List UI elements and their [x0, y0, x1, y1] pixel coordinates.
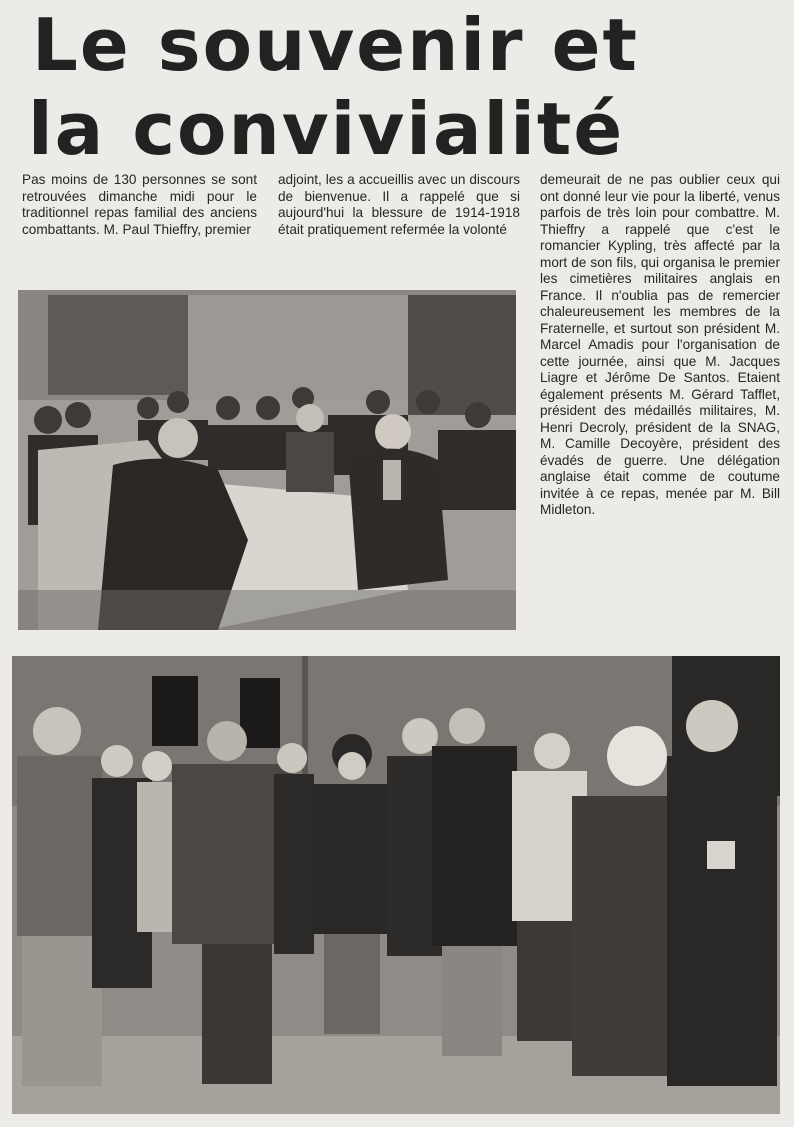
banquet-photo [18, 290, 516, 630]
article-column-2: adjoint, les a accueillis avec un discours de bienvenue. Il a rappelé que si aujourd'hui la blessure de 1914-1918 était pratiquement refermée la volonté [278, 172, 520, 237]
article-column-1: Pas moins de 130 personnes se sont retrouvées dimanche midi pour le traditionnel repas familial des anciens combattants. M. Paul Thieffry, premier [22, 172, 257, 237]
ceremony-group-photo-image [12, 656, 780, 1114]
ceremony-group-photo [12, 656, 780, 1114]
headline-line-1: Le souvenir et [32, 3, 639, 87]
banquet-photo-image [18, 290, 516, 630]
article-column-3: demeurait de ne pas oublier ceux qui ont donné leur vie pour la liberté, venus parfois de très loin pour combattre. M. Thieffry a rappelé que c'est le romancier Kypling, très affecté par la mort de son fils, qui organisa le premier les cimetières militaires anglais en France. Il n'oublia pas de remercier chaleureusement les membres de la Fraternelle, et surtout son président M. Marcel Amadis pour l'organisation de cette journée, ainsi que M. Jacques Liagre et Jérôme De Santos. Etaient également présents M. Gérard Tafflet, président des médaillés militaires, M. Henri Decroly, président de la SNAG, M. Camille Decoyère, président des évadés de guerre. Une délégation anglaise était comme de coutume invitée à ce repas, menée par M. Bill Midleton. [540, 172, 780, 517]
headline-line-2: la convivialité [28, 87, 625, 171]
